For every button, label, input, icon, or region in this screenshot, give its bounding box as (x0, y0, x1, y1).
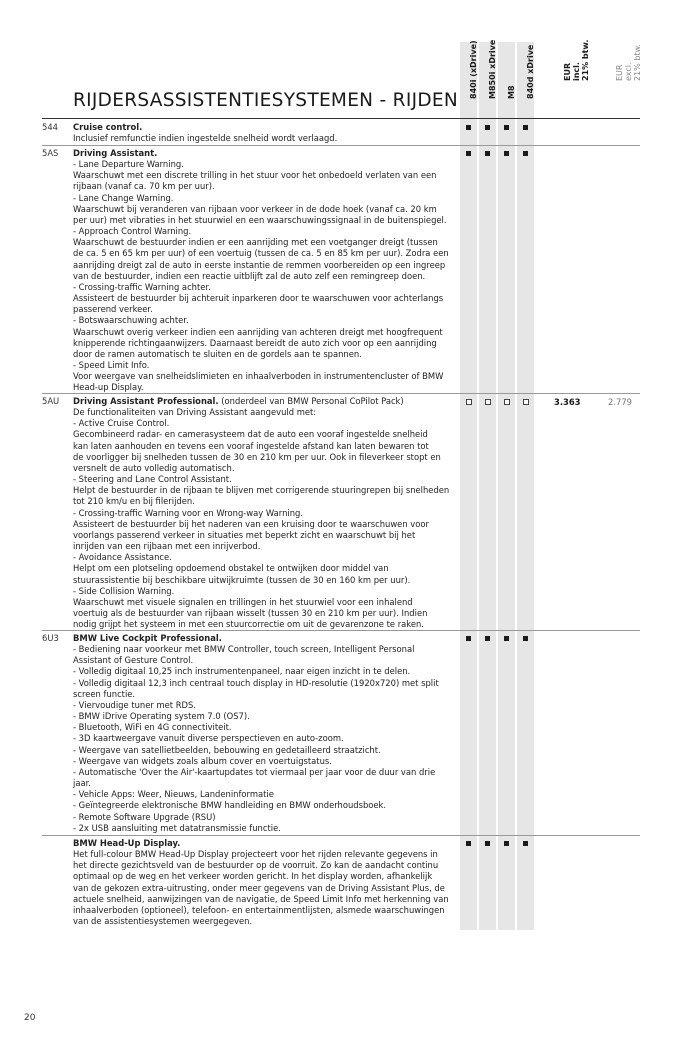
description-line: de voorligger bij snelheden tussen de 30 en 210 km per uur. Ook in fileverkeer stopt en (73, 451, 441, 462)
description-line: door de ramen automatisch te sluiten en de gordels aan te spannen. (73, 348, 362, 359)
row-divider (42, 835, 640, 836)
option-title-suffix: (onderdeel van BMW Personal CoPilot Pack) (218, 396, 404, 406)
option-description (73, 838, 455, 927)
header-divider (42, 118, 640, 119)
description-line: voertuig als de bestuurder van rijbaan wisselt (tussen 30 en 210 km per uur). Indien (73, 607, 428, 618)
description-line: Het full-colour BMW Head-Up Display projecteert voor het rijden relevante gegevens in (73, 849, 438, 860)
page-number: 20 (24, 1013, 36, 1023)
option-title: BMW Head-Up Display. (73, 838, 181, 848)
description-line: nodig grijpt het systeem in met een stuurcorrectie om uit de gevarenzone te raken. (73, 619, 424, 630)
description-line: - Botswaarschuwing achter. (73, 315, 189, 326)
option-description (73, 633, 455, 834)
description-line: actuele snelheid, aanwijzingen van de navigatie, de Speed Limit Info met herkenning van (73, 893, 449, 904)
description-line: Waarschuwt overig verkeer indien een aanrijding van achteren dreigt met hoogfrequent (73, 326, 443, 337)
description-line: - Avoidance Assistance. (73, 552, 172, 563)
column-header-label: 840i (xDrive) (468, 40, 478, 99)
description-line: - Weergave van widgets zoals album cover en voertuigstatus. (73, 755, 332, 766)
description-line: rijbaan (vanaf ca. 70 km per uur). (73, 181, 215, 192)
standard-marker-icon (504, 151, 509, 156)
description-line: - Steering and Lane Control Assistant. (73, 474, 232, 485)
optional-marker-icon (523, 399, 529, 405)
description-line: Assistant of Gesture Control. (73, 655, 194, 666)
standard-marker-icon (466, 841, 471, 846)
description-line: - 2x USB aansluiting met datatransmissie functie. (73, 822, 281, 833)
description-line: - Remote Software Upgrade (RSU) (73, 811, 216, 822)
description-line: kan laten aanhouden en tevens een vooraf ingestelde afstand kan laten bewaren tot (73, 440, 429, 451)
description-line: inrijden van een rijbaan met een inrijverbod. (73, 541, 261, 552)
description-line: - Lane Change Warning. (73, 192, 174, 203)
column-header-label: 840d xDrive (525, 44, 535, 99)
page-title: RIJDERSASSISTENTIESYSTEMEN - RIJDEN (73, 90, 458, 111)
description-line: - Vehicle Apps: Weer, Nieuws, Landeninformatie (73, 789, 274, 800)
description-line: van de assistentiesystemen weergegeven. (73, 916, 253, 927)
option-code: 544 (42, 122, 58, 132)
description-line: Assisteert de bestuurder bij het naderen van een kruising door te waarschuwen voor (73, 518, 429, 529)
description-line: stuurassistentie bij beschikbare uitwijkruimte (tussen de 30 en 160 km per uur). (73, 574, 411, 585)
column-header-label: M8 (506, 85, 516, 99)
description-line: - Crossing-traffic Warning voor en Wrong-way Warning. (73, 507, 303, 518)
description-line: Waarschuwt bij veranderen van rijbaan voor verkeer in de dode hoek (vanaf ca. 20 km (73, 203, 437, 214)
description-line: - Volledig digitaal 10,25 inch instrumentenpaneel, naar eigen inzicht in te delen. (73, 666, 411, 677)
price-excl-vat: 2.779 (608, 397, 632, 407)
description-line: jaar. (73, 778, 91, 789)
standard-marker-icon (504, 125, 509, 130)
standard-marker-icon (485, 125, 490, 130)
description-line: Gecombineerd radar- en camerasysteem dat de auto een vooraf ingestelde snelheid (73, 429, 428, 440)
description-line: voorlangs passerend verkeer in situaties met beperkt zicht en waarschuwt bij het (73, 529, 416, 540)
description-line: - 3D kaartweergave vanuit diverse perspectieven en auto-zoom. (73, 733, 344, 744)
option-description (73, 122, 455, 144)
description-line: - Viervoudige tuner met RDS. (73, 699, 196, 710)
row-divider (42, 145, 640, 146)
description-line: het directe gezichtsveld van de bestuurder op de voorruit. Zo kan de aandacht continu (73, 860, 439, 871)
description-line: Waarschuwt met visuele signalen en trillingen in het stuurwiel voor een inhalend (73, 596, 413, 607)
description-line: - Geïntegreerde elektronische BMW handleiding en BMW onderhoudsboek. (73, 800, 387, 811)
description-line: - Approach Control Warning. (73, 226, 192, 237)
description-line: Helpt om een plotseling opdoemend obstakel te ontwijken door middel van (73, 563, 389, 574)
column-header-m850i (479, 39, 497, 112)
option-code: 5AS (42, 148, 59, 158)
column-header-label: EUR excl. 21% btw. (615, 44, 642, 81)
description-line: per uur) met vibraties in het stuurwiel en een waarschuwingssignaal in de buitenspiegel. (73, 214, 447, 225)
standard-marker-icon (504, 841, 509, 846)
description-line: - Active Cruise Control. (73, 418, 170, 429)
standard-marker-icon (523, 125, 528, 130)
option-code: 5AU (42, 396, 60, 406)
description-line: - Lane Departure Warning. (73, 159, 184, 170)
row-divider (42, 630, 640, 631)
description-line: van de gekozen extra-uitrusting, onder meer gegevens van de Driving Assistant Plus, de (73, 882, 445, 893)
description-line: - Volledig digitaal 12,3 inch centraal touch display in HD-resolutie (1920x720) met split (73, 677, 439, 688)
standard-marker-icon (523, 151, 528, 156)
description-line: versnelt de auto volledig automatisch. (73, 462, 235, 473)
description-line: De functionaliteiten van Driving Assistant aangevuld met: (73, 407, 317, 418)
standard-marker-icon (485, 841, 490, 846)
column-shade-m8 (498, 42, 515, 930)
description-line: - Crossing-traffic Warning achter. (73, 281, 211, 292)
row-divider (42, 393, 640, 394)
description-line: - Weergave van satellietbeelden, bebouwing en gedetailleerd straatzicht. (73, 744, 381, 755)
description-line: passerend verkeer. (73, 304, 153, 315)
optional-marker-icon (466, 399, 472, 405)
option-description (73, 148, 455, 393)
description-line: inhaalverboden (optioneel), telefoon- en entertainmentlijsten, alsmede waarschuwingen (73, 904, 445, 915)
description-line: Waarschuwt met een discrete trilling in het stuur voor het onbedoeld verlaten van een (73, 170, 437, 181)
option-description (73, 396, 455, 630)
optional-marker-icon (485, 399, 491, 405)
description-line: screen functie. (73, 688, 136, 699)
standard-marker-icon (504, 636, 509, 641)
description-line: - Side Collision Warning. (73, 585, 175, 596)
option-code: 6U3 (42, 633, 59, 643)
standard-marker-icon (466, 636, 471, 641)
column-shade-m850i (479, 39, 497, 930)
description-line: Helpt de bestuurder in de rijbaan te blijven met corrigerende stuuringrepen bij snelheden (73, 485, 450, 496)
standard-marker-icon (485, 151, 490, 156)
column-header-840i (460, 42, 477, 112)
column-shade-840d (517, 42, 534, 930)
description-line: aanrijding dreigt zal de auto in eerste instantie de remmen voorbereiden op een ingreep (73, 259, 446, 270)
description-line: van de bestuurder, indien een reactie uitblijft zal de auto zelf een remingreep doen. (73, 270, 426, 281)
column-header-m8 (498, 42, 515, 112)
option-title: Driving Assistant Professional. (73, 396, 219, 406)
standard-marker-icon (523, 841, 528, 846)
description-line: - Bediening naar voorkeur met BMW Controller, touch screen, Intelligent Personal (73, 644, 415, 655)
description-line: optimaal op de weg en het verkeer worden gericht. In het display worden, afhankelijk (73, 871, 433, 882)
standard-marker-icon (485, 636, 490, 641)
column-header-eur-incl (548, 39, 590, 112)
description-line: Head-up Display. (73, 382, 144, 393)
description-line: Voor weergave van snelheidslimieten en inhaalverboden in instrumentencluster of BMW (73, 371, 444, 382)
description-line: - BMW iDrive Operating system 7.0 (OS7). (73, 711, 250, 722)
description-line: Assisteert de bestuurder bij achteruit inparkeren door te waarschuwen voor achterlangs (73, 293, 444, 304)
description-line: - Bluetooth, WiFi en 4G connectiviteit. (73, 722, 232, 733)
standard-marker-icon (466, 125, 471, 130)
option-title: Driving Assistant. (73, 148, 158, 158)
description-line: Inclusief remfunctie indien ingestelde snelheid wordt verlaagd. (73, 133, 338, 144)
description-line: de ca. 5 en 65 km per uur) of een voertuig (tussen de ca. 5 en 85 km per uur). Zodra een (73, 248, 449, 259)
option-title: Cruise control. (73, 122, 143, 132)
optional-marker-icon (504, 399, 510, 405)
description-line: - Automatische 'Over the Air'-kaartupdates tot viermaal per jaar voor de duur van drie (73, 766, 436, 777)
column-header-label: M850i xDrive (487, 39, 497, 99)
column-header-840d (517, 42, 534, 112)
column-shade-840i (460, 42, 477, 930)
column-header-label: EUR incl. 21% btw. (563, 39, 590, 81)
price-incl-vat: 3.363 (554, 397, 581, 407)
option-title: BMW Live Cockpit Professional. (73, 633, 222, 643)
standard-marker-icon (466, 151, 471, 156)
description-line: knipperende richtingaanwijzers. Daarnaast bereidt de auto zich voor op een aanrijding (73, 337, 437, 348)
description-line: tot 210 km/u en bij filerijden. (73, 496, 195, 507)
standard-marker-icon (523, 636, 528, 641)
description-line: - Speed Limit Info. (73, 359, 150, 370)
description-line: Waarschuwt de bestuurder indien er een aanrijding met een voetganger dreigt (tussen (73, 237, 438, 248)
column-header-eur-excl (600, 42, 642, 112)
